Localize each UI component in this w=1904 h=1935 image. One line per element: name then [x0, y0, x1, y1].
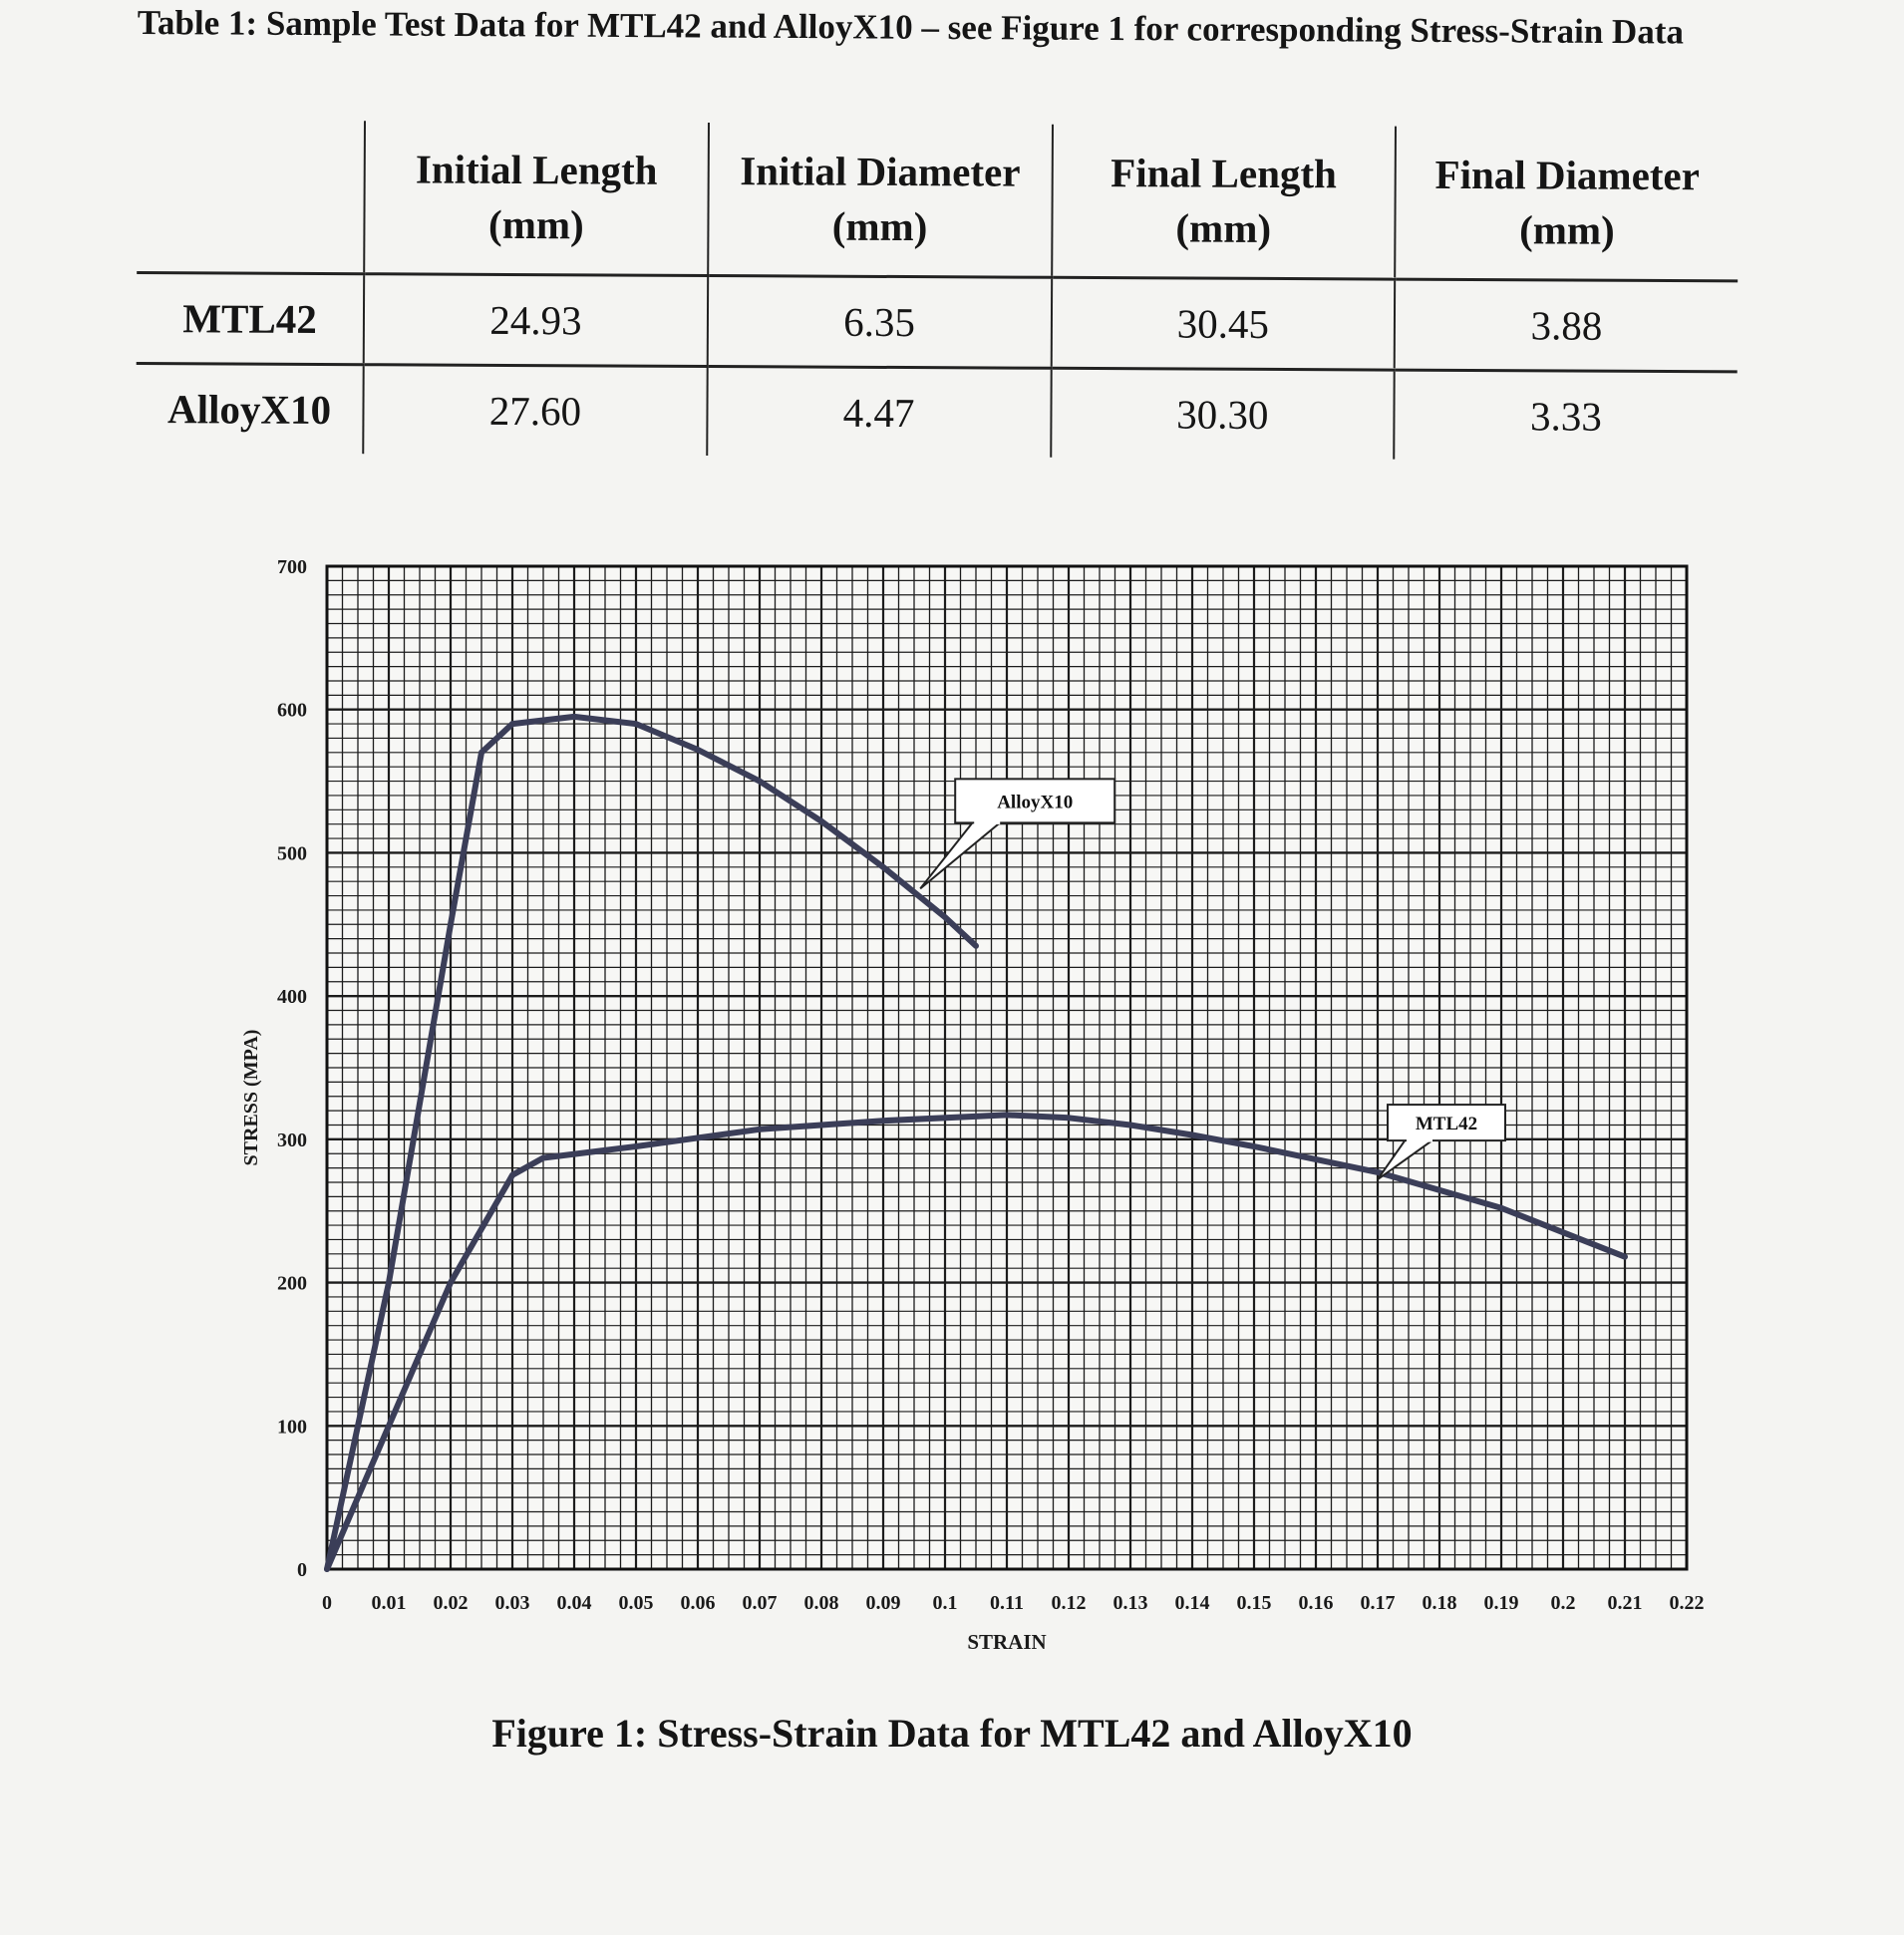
header-label: Final Diameter: [1434, 151, 1701, 199]
header-label: Initial Diameter: [740, 148, 1021, 195]
x-tick-label: 0.04: [556, 1592, 592, 1614]
row-label: AlloyX10: [166, 386, 332, 434]
y-tick-label: 100: [277, 1416, 307, 1439]
header-unit: (mm): [487, 200, 584, 248]
table-cell: 24.93: [364, 274, 708, 367]
x-tick-label: 0.14: [1174, 1592, 1210, 1614]
table-cell: 6.35: [707, 275, 1051, 368]
row-label: MTL42: [137, 272, 365, 364]
table-cell: 27.60: [363, 365, 707, 456]
x-tick-label: 0.01: [371, 1592, 407, 1614]
y-tick-label: 500: [277, 842, 307, 865]
header-unit: (mm): [1175, 204, 1272, 251]
x-tick-label: 0.06: [680, 1592, 716, 1614]
x-tick-label: 0.11: [990, 1592, 1024, 1614]
figure-caption: Figure 1: Stress-Strain Data for MTL42 and AlloyX10: [491, 1711, 1413, 1756]
header-label: Final Length: [1111, 150, 1338, 197]
y-tick-label: 300: [277, 1129, 307, 1151]
x-tick-label: 0.09: [865, 1592, 901, 1614]
x-tick-label: 0.19: [1483, 1592, 1519, 1614]
header-unit: (mm): [1519, 206, 1615, 253]
x-tick-label: 0.05: [618, 1592, 654, 1614]
x-tick-label: 0.18: [1422, 1592, 1457, 1614]
header-unit: (mm): [831, 202, 928, 250]
y-axis-label: STRESS (MPA): [240, 1029, 262, 1166]
y-tick-label: 600: [277, 699, 307, 722]
x-tick-label: 0.15: [1236, 1592, 1272, 1614]
table-cell: 3.33: [1394, 370, 1737, 461]
table-cell: 3.88: [1395, 279, 1738, 372]
table-cell: 30.45: [1051, 277, 1395, 370]
x-axis-label: STRAIN: [967, 1630, 1047, 1654]
header-label: Initial Length: [415, 146, 658, 193]
x-tick-label: 0: [322, 1592, 332, 1614]
series-label: AlloyX10: [997, 792, 1074, 813]
x-tick-label: 0.03: [494, 1592, 530, 1614]
y-tick-label: 700: [277, 556, 307, 578]
x-tick-label: 0.16: [1298, 1592, 1334, 1614]
x-tick-label: 0.13: [1112, 1592, 1148, 1614]
table-cell: 4.47: [707, 366, 1051, 457]
x-tick-label: 0.08: [803, 1592, 839, 1614]
x-tick-label: 0.22: [1669, 1592, 1705, 1614]
x-tick-label: 0.12: [1051, 1592, 1087, 1614]
x-tick-label: 0.07: [742, 1592, 778, 1614]
y-tick-label: 400: [277, 986, 307, 1009]
series-label: MTL42: [1415, 1114, 1478, 1135]
x-tick-label: 0.17: [1360, 1592, 1396, 1614]
x-tick-label: 0.2: [1550, 1592, 1576, 1614]
table-cell: 30.30: [1051, 368, 1395, 459]
chart-plot-area: [240, 556, 1705, 1654]
x-tick-label: 0.21: [1607, 1592, 1643, 1614]
x-tick-label: 0.1: [932, 1592, 958, 1614]
table-caption: Table 1: Sample Test Data for MTL42 and AlloyX10 – see Figure 1 for corresponding Stress-Strain Data: [137, 2, 1685, 52]
x-tick-label: 0.02: [433, 1592, 469, 1614]
y-tick-label: 0: [297, 1559, 307, 1581]
y-tick-label: 200: [277, 1272, 307, 1295]
